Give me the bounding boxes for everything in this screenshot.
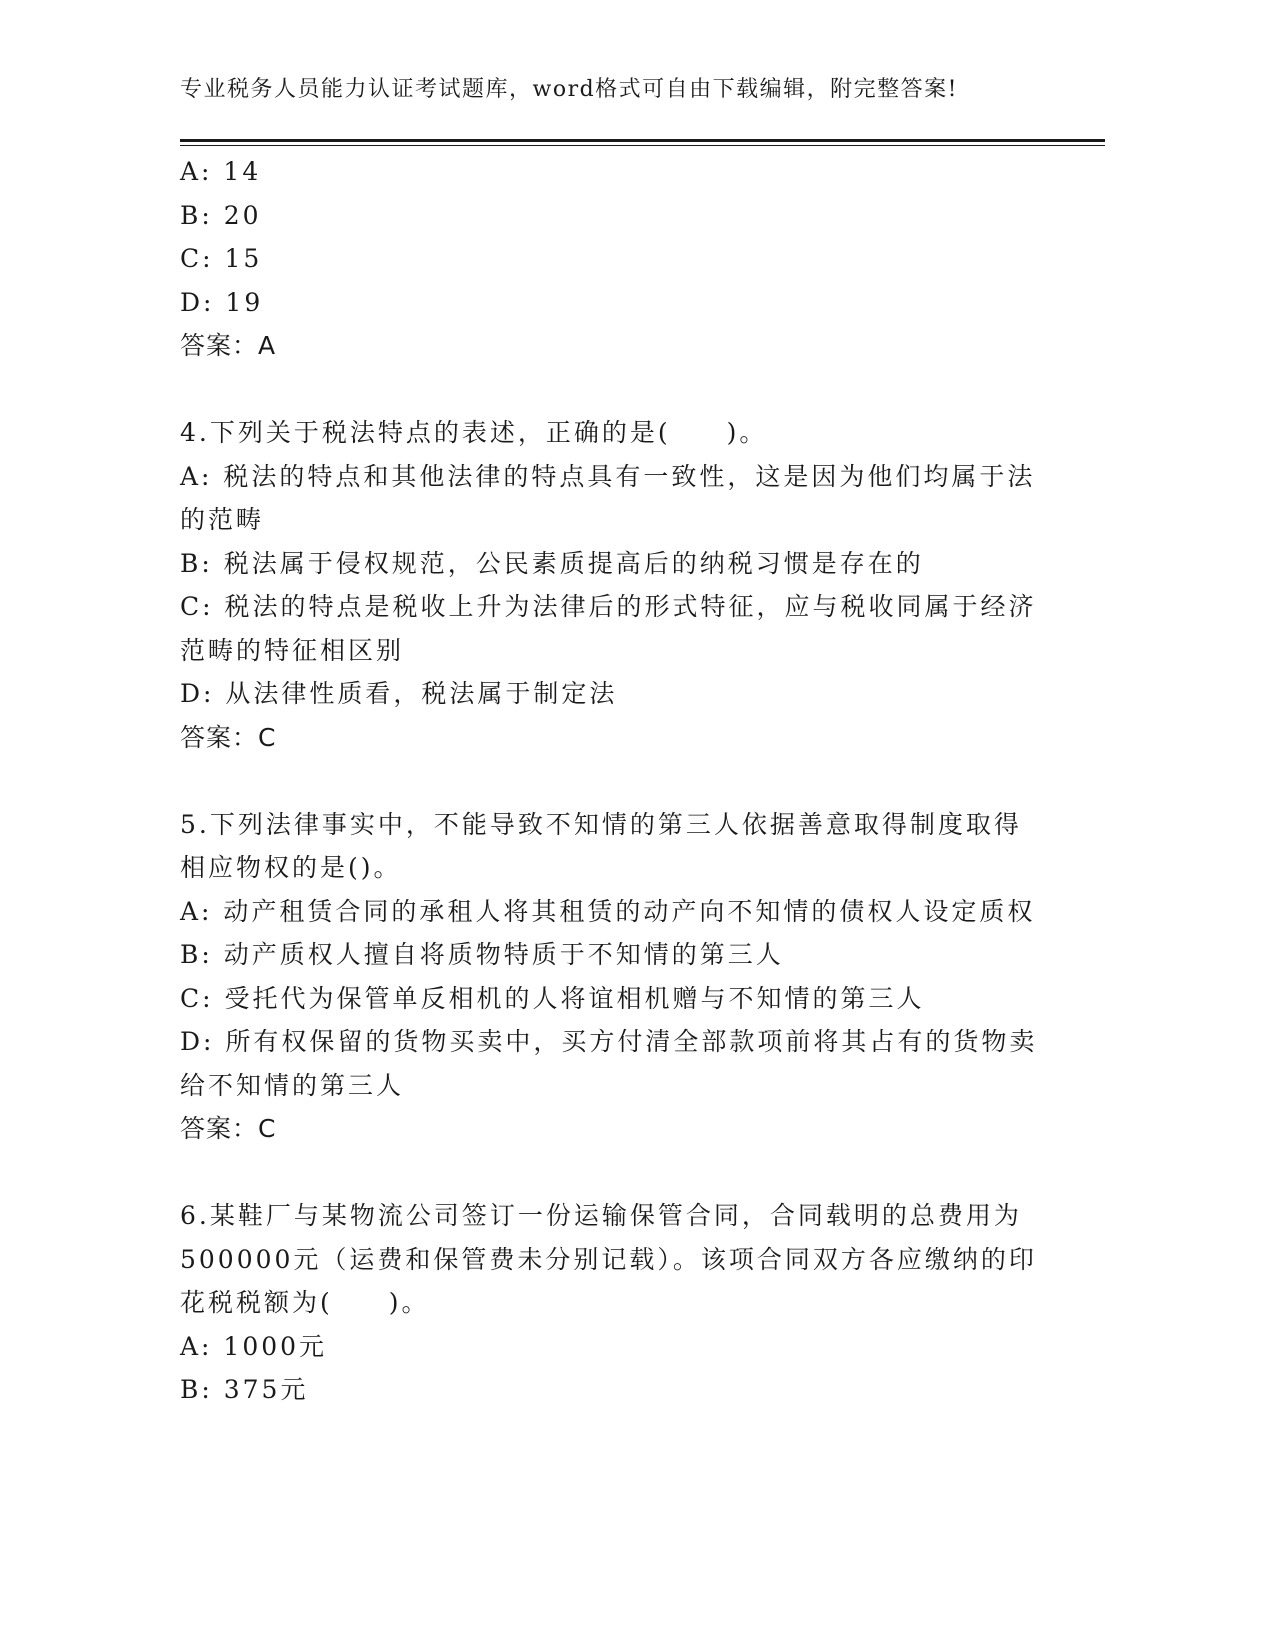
question-stem: 6.某鞋厂与某物流公司签订一份运输保管合同，合同载明的总费用为 [180,1201,1022,1230]
question-content [180,150,1040,1412]
question-4 [180,411,1040,759]
option-a: A: 1000元 [180,1331,328,1361]
option-b: B: 375元 [180,1375,309,1404]
question-stem-continued: 相应物权的是()。 [180,853,402,882]
option-d: D: 所有权保留的货物买卖中，买方付清全部款项前将其占有的货物卖 [180,1027,1038,1056]
option-d-continued: 给不知情的第三人 [180,1070,405,1100]
option-d: D: 19 [180,287,264,317]
option-c: C: 受托代为保管单反相机的人将谊相机赠与不知情的第三人 [180,983,925,1013]
option-a: A: 动产租赁合同的承租人将其租赁的动产向不知情的债权人设定质权 [180,896,1036,926]
question-stem: 5.下列法律事实中，不能导致不知情的第三人依据善意取得制度取得 [180,809,1022,839]
question-stem-continued: 500000元（运费和保管费未分别记载）。该项合同双方各应缴纳的印 [180,1244,1037,1274]
answer-line: 答案：C [180,1114,277,1143]
spacer [180,759,1040,803]
option-c: C: 15 [180,244,263,273]
option-a-continued: 的范畴 [180,505,265,534]
option-d: D: 从法律性质看，税法属于制定法 [180,679,618,708]
option-c: C: 税法的特点是税收上升为法律后的形式特征，应与税收同属于经济 [180,592,1037,621]
option-a: A: 税法的特点和其他法律的特点具有一致性，这是因为他们均属于法 [180,461,1036,491]
page-header-title: 专业税务人员能力认证考试题库，word格式可自由下载编辑，附完整答案! [180,77,959,102]
option-a: A: 14 [180,157,262,186]
header-divider-thin [180,145,1105,146]
question-5 [180,803,1040,1151]
option-c-continued: 范畴的特征相区别 [180,635,405,665]
spacer [180,1151,1040,1195]
option-b: B: 税法属于侵权规范，公民素质提高后的纳税习惯是存在的 [180,548,924,578]
question-3 [180,150,1040,368]
option-b: B: 20 [180,200,262,230]
question-6 [180,1194,1040,1412]
spacer [180,368,1040,412]
answer-line: 答案：A [180,331,277,360]
option-b: B: 动产质权人擅自将质物特质于不知情的第三人 [180,940,784,969]
header-divider [180,139,1105,142]
question-stem: 4.下列关于税法特点的表述，正确的是( )。 [180,418,768,447]
answer-line: 答案：C [180,722,277,752]
question-stem-continued: 花税税额为( )。 [180,1288,430,1317]
